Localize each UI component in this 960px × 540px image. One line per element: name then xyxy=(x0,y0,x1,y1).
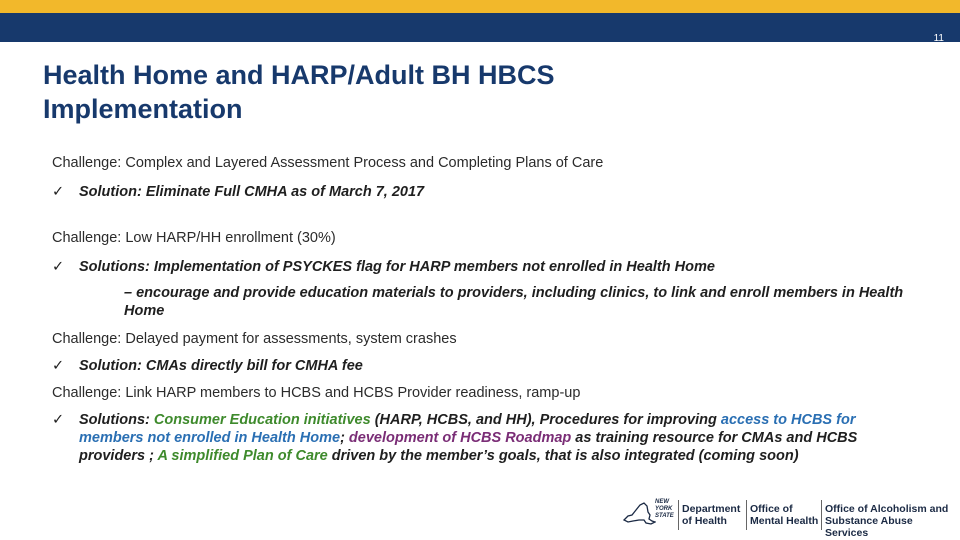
check-icon: ✓ xyxy=(52,259,65,275)
omh-line1: Office of xyxy=(750,503,793,515)
solution-1 xyxy=(52,183,912,201)
nys-wordmark-line1: NEW xyxy=(655,499,669,505)
logo-divider xyxy=(678,500,679,530)
oasas-logo-text xyxy=(825,503,958,539)
top-header-bar xyxy=(0,13,960,42)
challenge-3: Challenge: Delayed payment for assessments, system crashes xyxy=(52,331,457,347)
logo-divider xyxy=(746,500,747,530)
solution-4-part9: driven by the member’s goals, that is also integrated (coming soon) xyxy=(327,448,799,464)
slide-title xyxy=(43,58,743,126)
slide-title-line2: Implementation xyxy=(43,94,243,124)
omh-logo-text xyxy=(750,503,818,527)
highlight-access-to: access to xyxy=(720,412,787,428)
oasas-line1: Office of Alcoholism and xyxy=(825,503,949,515)
new-york-state-map-icon xyxy=(622,500,656,526)
doh-line1: Department xyxy=(682,503,741,515)
logo-divider xyxy=(821,500,822,530)
footer-logos xyxy=(622,498,958,539)
slide-content xyxy=(52,154,912,465)
top-accent-bar xyxy=(0,0,960,13)
slide-title-line1: Health Home and HARP/Adult BH HBCS xyxy=(43,60,555,90)
solution-4-part5: ; xyxy=(340,430,349,446)
solution-4 xyxy=(52,411,912,465)
highlight-hcbs-roadmap: development of HCBS Roadmap xyxy=(348,430,572,446)
highlight-simplified-plan: A simplified Plan of Care xyxy=(157,448,328,464)
check-icon: ✓ xyxy=(52,184,65,200)
omh-line2: Mental Health xyxy=(750,515,819,527)
nys-wordmark-line2: YORK xyxy=(655,506,673,512)
check-icon: ✓ xyxy=(52,358,65,374)
oasas-line2: Substance Abuse Services xyxy=(825,515,913,539)
solution-3-text: Solution: CMAs directly bill for CMHA fee xyxy=(79,358,363,374)
solution-2-text: Solutions: Implementation of PSYCKES flag for HARP members not enrolled in Health Home xyxy=(79,259,715,275)
slide-number: 11 xyxy=(933,33,944,44)
solution-2-subpoint: – encourage and provide education materials to providers, including clinics, to link and enroll members in Health Home xyxy=(124,285,904,319)
solution-4-part2: (HARP, HCBS, and HH), Procedures for improving xyxy=(370,412,721,428)
solution-3 xyxy=(52,357,912,375)
nys-wordmark xyxy=(655,499,674,520)
solution-4-part7: as training resource for CMAs and HCBS providers ; xyxy=(79,430,858,464)
nys-wordmark-line3: STATE xyxy=(655,513,674,519)
solution-4-prefix: Solutions: xyxy=(79,412,154,428)
check-icon: ✓ xyxy=(52,412,65,428)
solution-2 xyxy=(52,258,912,276)
solution-1-text: Solution: Eliminate Full CMHA as of March 7, 2017 xyxy=(79,184,425,200)
doh-line2: of Health xyxy=(682,515,727,527)
challenge-4: Challenge: Link HARP members to HCBS and HCBS Provider readiness, ramp-up xyxy=(52,385,581,401)
doh-logo-text xyxy=(682,503,740,527)
challenge-2: Challenge: Low HARP/HH enrollment (30%) xyxy=(52,230,336,246)
highlight-hcbs-members: HCBS for members not enrolled in Health Home xyxy=(79,412,856,446)
challenge-1: Challenge: Complex and Layered Assessment Process and Completing Plans of Care xyxy=(52,155,604,171)
highlight-consumer-education: Consumer Education initiatives xyxy=(153,412,371,428)
